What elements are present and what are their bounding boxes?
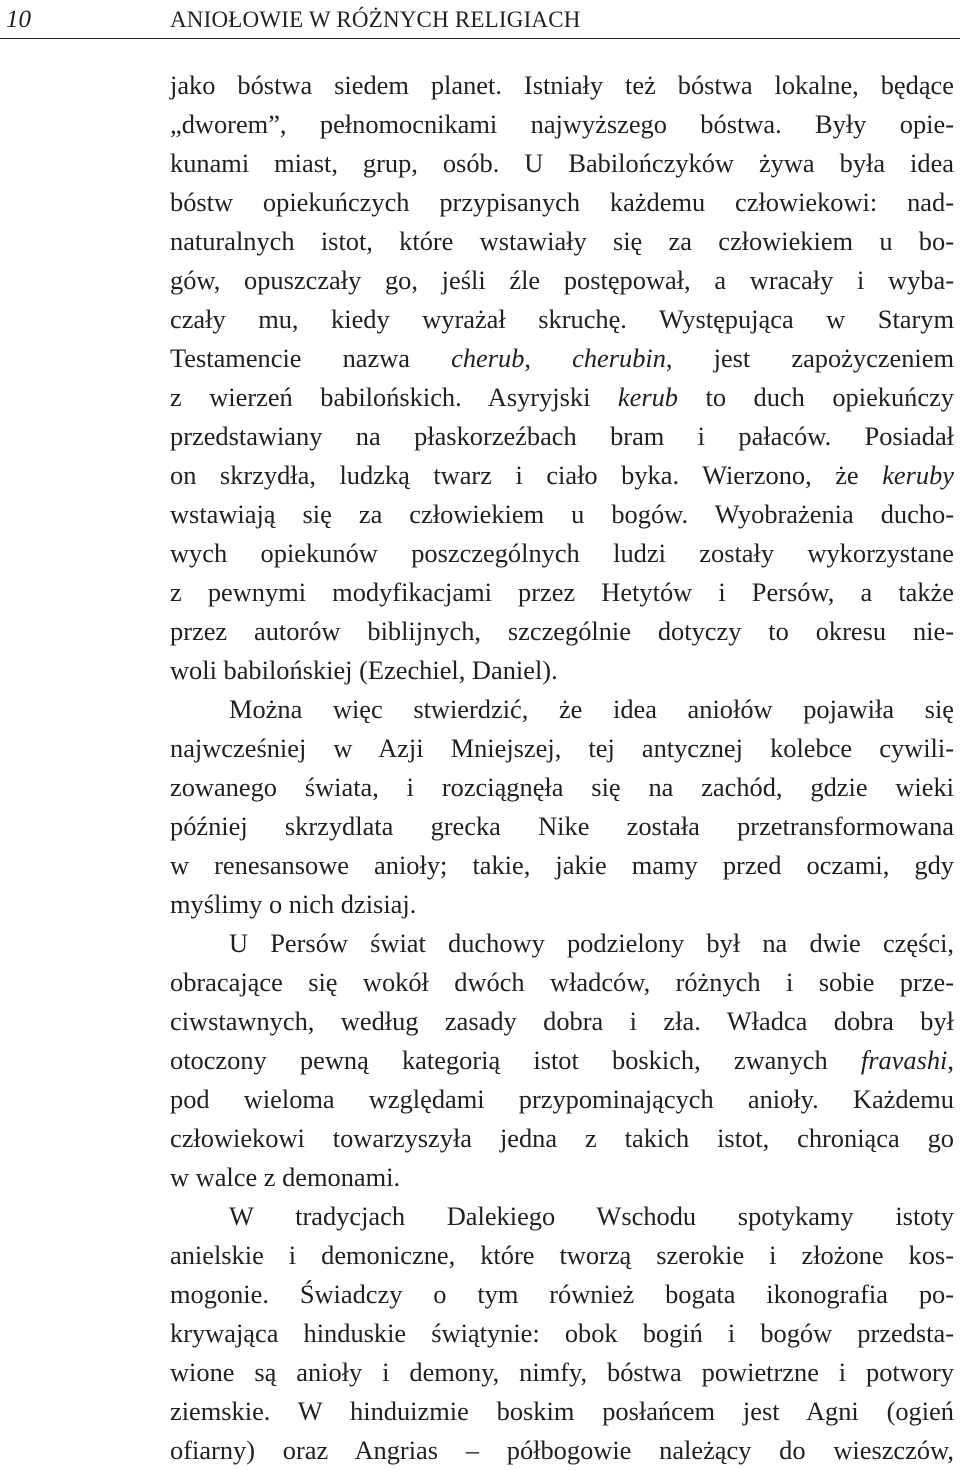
text-line bbox=[170, 261, 954, 300]
text-line bbox=[170, 534, 954, 573]
paragraph-first-line bbox=[170, 924, 954, 963]
text-line bbox=[170, 885, 954, 924]
text-line bbox=[170, 963, 954, 1002]
text-run: pod wieloma względami przypominających anioły. Każdemu bbox=[170, 1084, 954, 1114]
body-text bbox=[170, 66, 954, 1470]
italic-term: keruby bbox=[882, 460, 954, 490]
text-run: ciwstawnych, według zasady dobra i zła. Władca dobra był bbox=[170, 1006, 954, 1036]
text-line bbox=[170, 339, 954, 378]
text-run: otoczony pewną kategorią istot boskich, zwanych bbox=[170, 1045, 861, 1075]
text-run: kunami miast, grup, osób. U Babilończyków żywa była idea bbox=[170, 148, 954, 178]
text-line bbox=[170, 495, 954, 534]
italic-term: fravashi bbox=[860, 1045, 948, 1075]
text-run: krywająca hinduskie świątynie: obok bogiń i bogów przedsta- bbox=[170, 1318, 954, 1348]
text-run: Testamencie nazwa bbox=[170, 343, 452, 373]
text-run: gów, opuszczały go, jeśli źle postępował, a wracały i wyba- bbox=[170, 265, 954, 295]
running-head-title: ANIOŁOWIE W RÓŻNYCH RELIGIACH bbox=[170, 7, 581, 32]
running-header bbox=[0, 2, 960, 39]
text-line bbox=[170, 144, 954, 183]
text-line bbox=[170, 1002, 954, 1041]
text-line bbox=[170, 1158, 954, 1197]
page-number: 10 bbox=[6, 6, 31, 33]
text-line bbox=[170, 1314, 954, 1353]
paragraph-first-line bbox=[170, 690, 954, 729]
text-line bbox=[170, 729, 954, 768]
text-run: najwcześniej w Azji Mniejszej, tej antycznej kolebce cywili- bbox=[170, 733, 954, 763]
text-run: bóstw opiekuńczych przypisanych każdemu człowiekowi: nad- bbox=[170, 187, 954, 217]
text-line bbox=[170, 846, 954, 885]
text-run: ofiarny) oraz Angrias – półbogowie należący do wieszczów, bbox=[170, 1435, 954, 1465]
text-line bbox=[170, 222, 954, 261]
text-run: wione są anioły i demony, nimfy, bóstwa powietrzne i potwory bbox=[170, 1357, 954, 1387]
text-line bbox=[170, 1353, 954, 1392]
text-run: U Persów świat duchowy podzielony był na dwie części, bbox=[229, 928, 954, 958]
text-run: wstawiają się za człowiekiem u bogów. Wyobrażenia ducho- bbox=[170, 499, 954, 529]
text-run: on skrzydła, ludzką twarz i ciało byka. Wierzono, że bbox=[170, 460, 883, 490]
text-line bbox=[170, 1392, 954, 1431]
text-line bbox=[170, 183, 954, 222]
text-run: myślimy o nich dzisiaj. bbox=[170, 889, 417, 919]
text-run: obracające się wokół dwóch władców, różnych i sobie prze- bbox=[170, 967, 954, 997]
text-run: ziemskie. W hinduizmie boskim posłańcem jest Agni (ogień bbox=[170, 1396, 954, 1426]
text-run: w renesansowe anioły; takie, jakie mamy przed oczami, gdy bbox=[170, 850, 954, 880]
text-run: woli babilońskiej (Ezechiel, Daniel). bbox=[170, 655, 558, 685]
text-run: z pewnymi modyfikacjami przez Hetytów i Persów, a także bbox=[170, 577, 954, 607]
italic-term: cherub bbox=[451, 343, 525, 373]
text-line bbox=[170, 1119, 954, 1158]
text-line bbox=[170, 612, 954, 651]
text-line bbox=[170, 456, 954, 495]
text-line bbox=[170, 768, 954, 807]
text-run: wych opiekunów poszczególnych ludzi zostały wykorzystane bbox=[170, 538, 954, 568]
paragraph-first-line bbox=[170, 1197, 954, 1236]
text-run: zowanego świata, i rozciągnęła się na zachód, gdzie wieki bbox=[170, 772, 954, 802]
text-run: , jest zapożyczeniem bbox=[665, 343, 955, 373]
text-line bbox=[170, 300, 954, 339]
text-run: człowiekowi towarzyszyła jedna z takich istot, chroniąca go bbox=[170, 1123, 954, 1153]
text-line bbox=[170, 66, 954, 105]
text-line bbox=[170, 417, 954, 456]
text-run: , bbox=[947, 1045, 954, 1075]
text-line bbox=[170, 105, 954, 144]
text-line bbox=[170, 807, 954, 846]
text-line bbox=[170, 1236, 954, 1275]
text-run: przez autorów biblijnych, szczególnie dotyczy to okresu nie- bbox=[170, 616, 954, 646]
text-run: później skrzydlata grecka Nike została przetransformowana bbox=[170, 811, 954, 841]
text-run: , bbox=[524, 343, 573, 373]
text-line bbox=[170, 1080, 954, 1119]
text-line bbox=[170, 378, 954, 417]
italic-term: cherubin bbox=[572, 343, 666, 373]
text-run: przedstawiany na płaskorzeźbach bram i pałaców. Posiadał bbox=[170, 421, 954, 451]
text-run: to duch opiekuńczy bbox=[678, 382, 954, 412]
text-run: W tradycjach Dalekiego Wschodu spotykamy istoty bbox=[229, 1201, 954, 1231]
text-line bbox=[170, 651, 954, 690]
text-line bbox=[170, 1041, 954, 1080]
text-run: z wierzeń babilońskich. Asyryjski bbox=[170, 382, 618, 412]
text-run: anielskie i demoniczne, które tworzą szerokie i złożone kos- bbox=[170, 1240, 954, 1270]
text-run: Można więc stwierdzić, że idea aniołów pojawiła się bbox=[229, 694, 954, 724]
text-run: „dworem”, pełnomocnikami najwyższego bóstwa. Były opie- bbox=[170, 109, 954, 139]
text-line bbox=[170, 573, 954, 612]
text-run: mogonie. Świadczy o tym również bogata ikonografia po- bbox=[170, 1279, 954, 1309]
text-line bbox=[170, 1275, 954, 1314]
text-run: jako bóstwa siedem planet. Istniały też bóstwa lokalne, będące bbox=[170, 70, 954, 100]
text-run: w walce z demonami. bbox=[170, 1162, 401, 1192]
italic-term: kerub bbox=[617, 382, 678, 412]
text-run: czały mu, kiedy wyrażał skruchę. Występująca w Starym bbox=[170, 304, 954, 334]
text-run: naturalnych istot, które wstawiały się za człowiekiem u bo- bbox=[170, 226, 954, 256]
